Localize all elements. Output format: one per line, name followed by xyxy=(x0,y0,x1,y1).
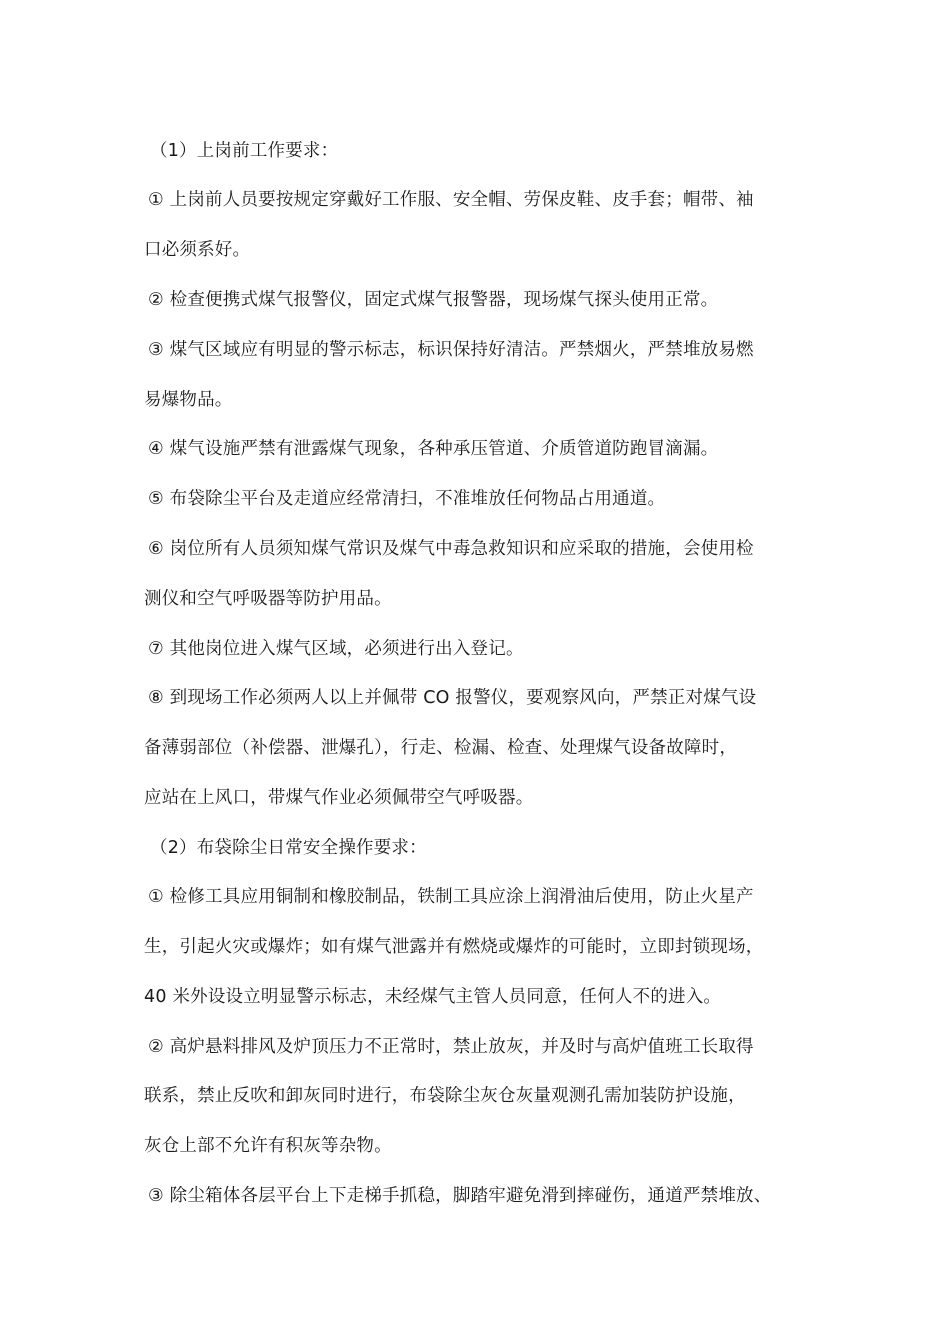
text-line: 应站在上风口，带煤气作业必须佩带空气呼吸器。 xyxy=(144,788,534,808)
text-line: 易爆物品。 xyxy=(144,390,233,410)
text-line: 40 米外设设立明显警示标志，未经煤气主管人员同意，任何人不的进入。 xyxy=(144,987,722,1007)
text-line: 口必须系好。 xyxy=(144,240,251,260)
text-line: ⑧ 到现场工作必须两人以上并佩带 CO 报警仪，要观察风向，严禁正对煤气设 xyxy=(148,688,757,708)
text-line: ⑤ 布袋除尘平台及走道应经常清扫，不准堆放任何物品占用通道。 xyxy=(148,489,666,509)
text-line: ⑥ 岗位所有人员须知煤气常识及煤气中毒急救知识和应采取的措施，会使用检 xyxy=(148,539,754,559)
text-line: ① 检修工具应用铜制和橡胶制品，铁制工具应涂上润滑油后使用，防止火星产 xyxy=(148,887,754,907)
text-line: ④ 煤气设施严禁有泄露煤气现象，各种承压管道、介质管道防跑冒滴漏。 xyxy=(148,439,719,459)
section-heading-1: （1）上岗前工作要求： xyxy=(150,141,339,161)
text-line: ② 高炉悬料排风及炉顶压力不正常时，禁止放灰，并及时与高炉值班工长取得 xyxy=(148,1037,754,1057)
text-line: ⑦ 其他岗位进入煤气区域，必须进行出入登记。 xyxy=(148,639,524,659)
section-heading-2: （2）布袋除尘日常安全操作要求： xyxy=(150,838,427,858)
text-line: 备薄弱部位（补偿器、泄爆孔），行走、检漏、检查、处理煤气设备故障时， xyxy=(144,738,738,758)
text-line: ③ 煤气区域应有明显的警示标志，标识保持好清洁。严禁烟火，严禁堆放易燃 xyxy=(148,340,754,360)
text-line: 生，引起火灾或爆炸；如有煤气泄露并有燃烧或爆炸的可能时，立即封锁现场， xyxy=(144,937,764,957)
text-line: ③ 除尘箱体各层平台上下走梯手抓稳，脚踏牢避免滑到摔碰伤，通道严禁堆放、 xyxy=(148,1186,772,1206)
text-line: 测仪和空气呼吸器等防护用品。 xyxy=(144,589,392,609)
text-line: 灰仓上部不允许有积灰等杂物。 xyxy=(144,1136,392,1156)
text-line: ② 检查便携式煤气报警仪，固定式煤气报警器，现场煤气探头使用正常。 xyxy=(148,290,719,310)
text-line: ① 上岗前人员要按规定穿戴好工作服、安全帽、劳保皮鞋、皮手套；帽带、袖 xyxy=(148,190,754,210)
text-line: 联系，禁止反吹和卸灰同时进行，布袋除尘灰仓灰量观测孔需加装防护设施， xyxy=(144,1086,746,1106)
